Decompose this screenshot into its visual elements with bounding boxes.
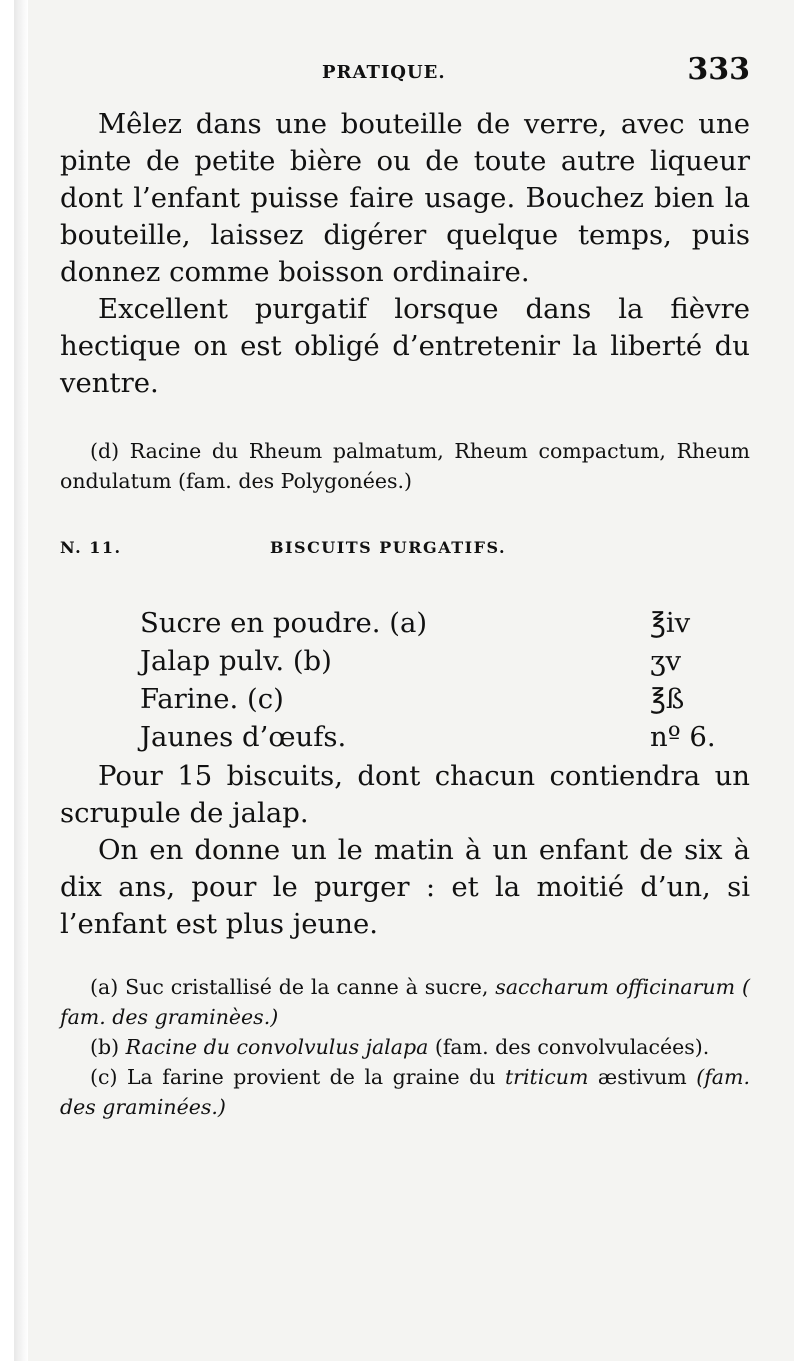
footnote-a-latin: saccharum officinarum [495, 975, 736, 999]
ingredient-quantity: ℥ß [650, 683, 685, 715]
recipe-row [94, 642, 754, 680]
page-number: 333 [687, 52, 750, 87]
paragraph-mixing: Mêlez dans une bouteille de verre, avec une pinte de petite bière ou de toute autre liqueur dont l’enfant puisse faire usage. Bouchez bien la bouteille, laissez digérer quelque temps, puis donnez comme boisson ordinaire. [60, 108, 750, 288]
footnote-c-species: æstivum [597, 1065, 687, 1089]
paragraph-yield: Pour 15 biscuits, dont chacun contiendra un scrupule de jalap. [60, 760, 750, 829]
footnote-a [60, 972, 750, 1032]
footnote-c-family: (fam. des graminées.) [60, 1065, 750, 1119]
footnote-b-latin: Racine du convolvulus jalapa [125, 1035, 429, 1059]
footnote-b-family: (fam. des convolvulacées). [434, 1035, 710, 1059]
ingredient-name: Sucre en poudre. (a) [140, 607, 428, 639]
ingredient-name: Jalap pulv. (b) [140, 645, 332, 677]
footnotes-block [60, 972, 750, 1122]
footnote-b-marker: (b) [90, 1035, 120, 1059]
footnote-c-text: (c) La farine provient de la graine du [90, 1065, 496, 1089]
ingredient-name: Jaunes d’œufs. [140, 721, 347, 753]
section-number: N. 11. [60, 538, 122, 557]
footnote-c-latin: triticum [504, 1065, 589, 1089]
ingredient-name: Farine. (c) [140, 683, 284, 715]
recipe-row [94, 680, 754, 718]
recipe-list [94, 604, 754, 756]
footnote-a-family: ( fam. des graminèes.) [60, 975, 750, 1029]
paragraph-purgative: Excellent purgatif lorsque dans la fièvre hectique on est obligé d’entretenir la liberté du ventre. [60, 293, 750, 399]
footnote-d-block [60, 436, 750, 496]
recipe-row [94, 718, 754, 756]
running-head [14, 52, 794, 96]
section-heading [60, 538, 750, 566]
footnote-b [60, 1032, 750, 1062]
paragraph-dosage: On en donne un le matin à un enfant de six à dix ans, pour le purger : et la moitié d’un, si l’enfant est plus jeune. [60, 834, 750, 940]
footnote-d: (d) Racine du Rheum palmatum, Rheum compactum, Rheum ondulatum (fam. des Polygonées.) [60, 439, 750, 493]
ingredient-quantity: ʒv [650, 645, 682, 677]
ingredient-quantity: nº 6. [650, 721, 716, 753]
text-block-top [60, 106, 750, 402]
running-title: PRATIQUE. [322, 62, 446, 83]
ingredient-quantity: ℥iv [650, 607, 691, 639]
recipe-row [94, 604, 754, 642]
footnote-c [60, 1062, 750, 1122]
page-edge [14, 0, 28, 1361]
book-page [14, 0, 794, 1361]
section-title: BISCUITS PURGATIFS. [270, 538, 507, 557]
footnote-a-text: (a) Suc cristallisé de la canne à sucre, [90, 975, 489, 999]
text-block-body [60, 758, 750, 943]
